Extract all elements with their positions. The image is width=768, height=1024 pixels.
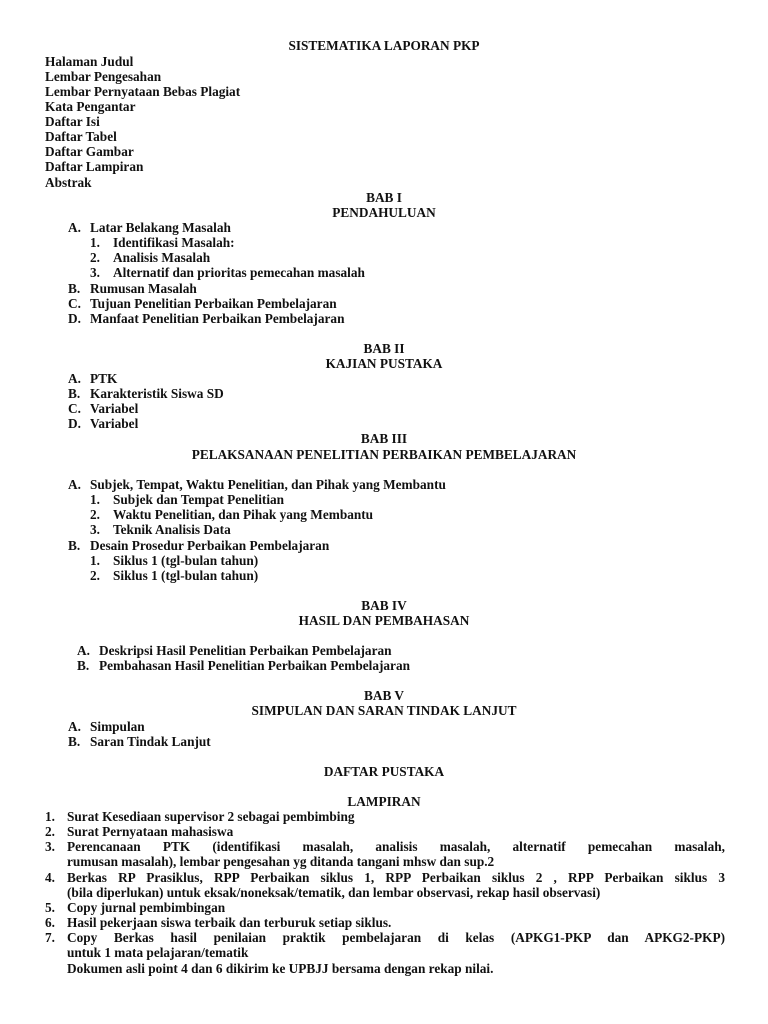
section-text: Tujuan Penelitian Perbaikan Pembelajaran: [90, 296, 337, 311]
section-item: [68, 220, 231, 235]
list-marker: B.: [77, 658, 90, 673]
lampiran-text: untuk 1 mata pelajaran/tematik: [67, 945, 249, 960]
front-matter-item: Daftar Lampiran: [45, 159, 144, 174]
subsection-item: [90, 250, 210, 265]
section-text: Simpulan: [90, 719, 145, 734]
chapter-title: KAJIAN PUSTAKA: [325, 356, 443, 371]
subsection-item: [90, 568, 258, 583]
front-matter-item: Lembar Pernyataan Bebas Plagiat: [45, 84, 241, 99]
subsection-text: Identifikasi Masalah:: [113, 235, 235, 250]
section-text: Manfaat Penelitian Perbaikan Pembelajaran: [90, 311, 345, 326]
list-marker: B.: [68, 538, 81, 553]
subsection-text: Siklus 1 (tgl-bulan tahun): [113, 568, 259, 583]
lampiran-text: Surat Pernyataan mahasiswa: [67, 824, 234, 839]
chapter-title: PENDAHULUAN: [332, 205, 436, 220]
front-matter-item: Halaman Judul: [45, 54, 134, 69]
list-marker: A.: [68, 220, 81, 235]
daftar-pustaka-heading: DAFTAR PUSTAKA: [323, 764, 445, 779]
list-marker: D.: [68, 311, 81, 326]
section-text: Subjek, Tempat, Waktu Penelitian, dan Pihak yang Membantu: [90, 477, 446, 492]
list-marker: C.: [68, 296, 81, 311]
section-item: [68, 296, 337, 311]
front-matter-item: Daftar Gambar: [45, 144, 134, 159]
section-item: [68, 734, 211, 749]
section-item: [68, 371, 117, 386]
list-marker: D.: [68, 416, 81, 431]
lampiran-text: Hasil pekerjaan siswa terbaik dan terburuk setiap siklus.: [67, 915, 392, 930]
chapter-label: BAB V: [363, 688, 405, 703]
section-text: Deskripsi Hasil Penelitian Perbaikan Pembelajaran: [99, 643, 392, 658]
section-text: Rumusan Masalah: [90, 281, 197, 296]
subsection-text: Waktu Penelitian, dan Pihak yang Membantu: [113, 507, 374, 522]
subsection-text: Alternatif dan prioritas pemecahan masalah: [113, 265, 365, 280]
section-item: [68, 416, 138, 431]
list-marker: B.: [68, 734, 81, 749]
section-item: [68, 281, 197, 296]
list-marker: A.: [77, 643, 90, 658]
section-item: [68, 477, 446, 492]
subsection-text: Teknik Analisis Data: [113, 522, 231, 537]
front-matter-item: Daftar Tabel: [45, 129, 117, 144]
section-text: Desain Prosedur Perbaikan Pembelajaran: [90, 538, 330, 553]
document-title: SISTEMATIKA LAPORAN PKP: [288, 38, 480, 53]
list-marker: 2.: [45, 824, 55, 839]
list-marker: 5.: [45, 900, 55, 915]
subsection-item: [90, 492, 284, 507]
subsection-text: Siklus 1 (tgl-bulan tahun): [113, 553, 259, 568]
section-text: Karakteristik Siswa SD: [90, 386, 224, 401]
list-marker: A.: [68, 371, 81, 386]
subsection-item: [90, 507, 373, 522]
front-matter-item: Abstrak: [45, 175, 92, 190]
lampiran-text: Copy jurnal pembimbingan: [67, 900, 226, 915]
list-marker: A.: [68, 719, 81, 734]
chapter-label: BAB II: [363, 341, 405, 356]
chapter-label: BAB IV: [361, 598, 407, 613]
list-marker: 7.: [45, 930, 55, 945]
lampiran-text: (bila diperlukan) untuk eksak/noneksak/tematik, dan lembar observasi, rekap hasil observasi): [67, 885, 601, 900]
list-marker: 2.: [90, 507, 100, 522]
section-text: Variabel: [90, 401, 139, 416]
lampiran-item: [45, 824, 233, 839]
list-marker: 1.: [90, 553, 100, 568]
front-matter-item: Kata Pengantar: [45, 99, 136, 114]
list-marker: 4.: [45, 870, 55, 885]
lampiran-text: Berkas RP Prasiklus, RPP Perbaikan siklus 1, RPP Perbaikan siklus 2 , RPP Perbaikan siklus 3: [67, 870, 725, 885]
chapter-label: BAB III: [360, 431, 408, 446]
section-text: Variabel: [90, 416, 139, 431]
chapter-title: PELAKSANAAN PENELITIAN PERBAIKAN PEMBELAJARAN: [191, 447, 577, 462]
list-marker: 1.: [45, 809, 55, 824]
section-item: [68, 538, 329, 553]
section-item: [68, 401, 138, 416]
chapter-label: BAB I: [366, 190, 402, 205]
list-marker: 1.: [90, 492, 100, 507]
subsection-text: Analisis Masalah: [113, 250, 211, 265]
section-item: [77, 643, 392, 658]
list-marker: 3.: [90, 522, 100, 537]
section-item: [68, 311, 344, 326]
lampiran-text: Surat Kesediaan supervisor 2 sebagai pembimbing: [67, 809, 355, 824]
front-matter-item: Daftar Isi: [45, 114, 100, 129]
section-text: Latar Belakang Masalah: [90, 220, 231, 235]
section-text: PTK: [90, 371, 118, 386]
lampiran-text: rumusan masalah), lembar pengesahan yg ditanda tangani mhsw dan sup.2: [67, 854, 495, 869]
list-marker: 3.: [90, 265, 100, 280]
chapter-title: SIMPULAN DAN SARAN TINDAK LANJUT: [251, 703, 517, 718]
lampiran-item: [45, 900, 225, 915]
section-text: Pembahasan Hasil Penelitian Perbaikan Pembelajaran: [99, 658, 410, 673]
chapter-title: HASIL DAN PEMBAHASAN: [298, 613, 470, 628]
subsection-item: [90, 553, 258, 568]
list-marker: 2.: [90, 568, 100, 583]
list-marker: 1.: [90, 235, 100, 250]
list-marker: 2.: [90, 250, 100, 265]
subsection-item: [90, 235, 235, 250]
list-marker: B.: [68, 281, 81, 296]
list-marker: B.: [68, 386, 81, 401]
front-matter-item: Lembar Pengesahan: [45, 69, 162, 84]
subsection-item: [90, 522, 231, 537]
lampiran-text: Copy Berkas hasil penilaian praktik pembelajaran di kelas (APKG1-PKP dan APKG2-PKP): [67, 930, 725, 945]
lampiran-item: [45, 809, 355, 824]
subsection-item: [90, 265, 365, 280]
section-item: [68, 719, 145, 734]
lampiran-heading: LAMPIRAN: [347, 794, 421, 809]
section-item: [77, 658, 410, 673]
list-marker: A.: [68, 477, 81, 492]
lampiran-item: [45, 915, 391, 930]
lampiran-text: Perencanaan PTK (identifikasi masalah, analisis masalah, alternatif pemecahan masalah,: [67, 839, 725, 854]
list-marker: 3.: [45, 839, 55, 854]
lampiran-note: Dokumen asli point 4 dan 6 dikirim ke UPBJJ bersama dengan rekap nilai.: [67, 961, 494, 976]
list-marker: 6.: [45, 915, 55, 930]
section-item: [68, 386, 224, 401]
subsection-text: Subjek dan Tempat Penelitian: [113, 492, 285, 507]
list-marker: C.: [68, 401, 81, 416]
section-text: Saran Tindak Lanjut: [90, 734, 211, 749]
